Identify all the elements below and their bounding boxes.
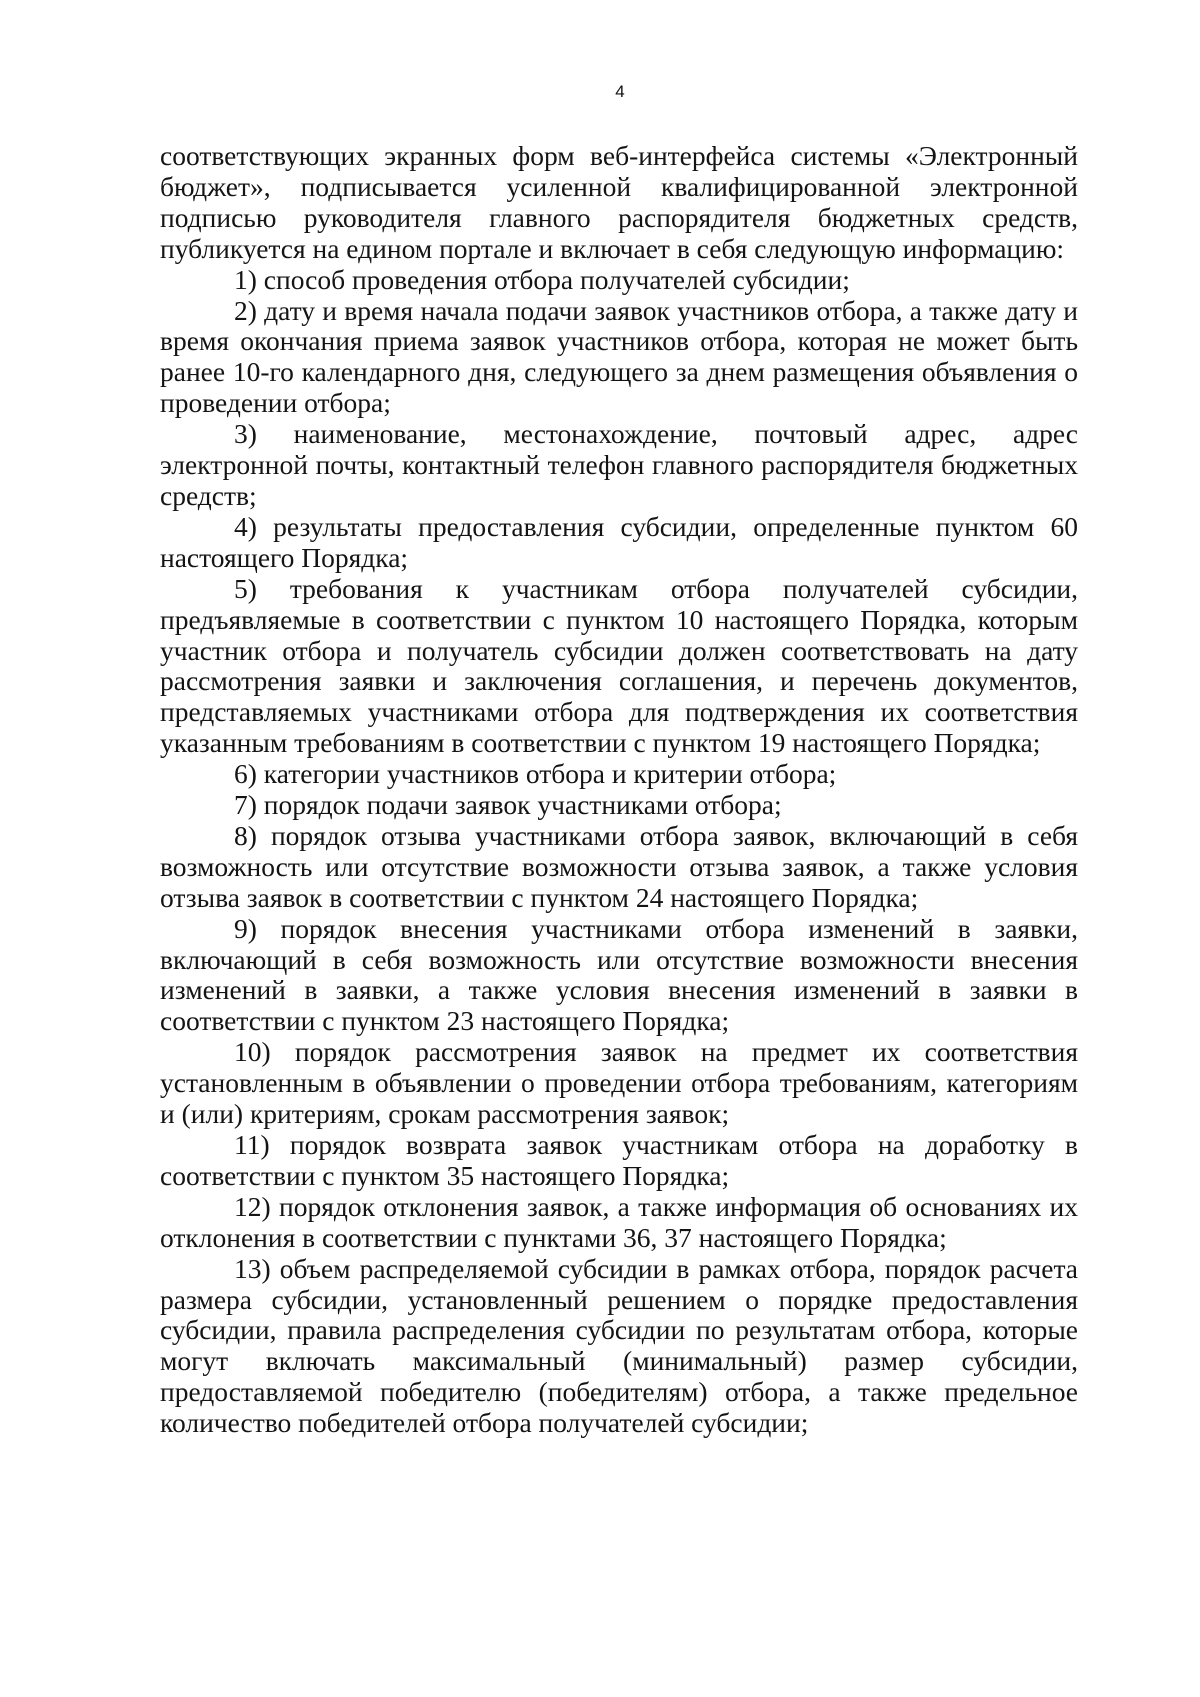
paragraph-item-11: 11) порядок возврата заявок участникам отбора на доработку в соответствии с пунктом 35 настоящего Порядка;	[160, 1129, 1078, 1191]
document-body	[160, 141, 1078, 1439]
paragraph-item-3: 3) наименование, местонахождение, почтовый адрес, адрес электронной почты, контактный телефон главного распорядителя бюджетных средств;	[160, 418, 1078, 511]
paragraph-item-4: 4) результаты предоставления субсидии, определенные пунктом 60 настоящего Порядка;	[160, 510, 1078, 573]
paragraph-item-13: 13) объем распределяемой субсидии в рамках отбора, порядок расчета размера субсидии, установленный решением о порядке предоставления субсидии, правила распределения субсидии по результатам отбора, которые могут включать максимальный (минимальный) размер субсидии, предоставляемой победителю (победителям) отбора, а также предельное количество победителей отбора получателей субсидии;	[160, 1252, 1078, 1439]
paragraph-item-6: 6) категории участников отбора и критерии отбора;	[234, 758, 837, 790]
page-number: 4	[615, 82, 625, 101]
paragraph-item-2: 2) дату и время начала подачи заявок участников отбора, а также дату и время окончания приема заявок участников отбора, которая не может быть ранее 10-го календарного дня, следующего за днем размещения объявления о проведении отбора;	[160, 294, 1078, 419]
paragraph-intro: соответствующих экранных форм веб-интерфейса системы «Электронный бюджет», подписывается усиленной квалифицированной электронной подписью руководителя главного распорядителя бюджетных средств, публикуется на едином портале и включает в себя следующую информацию:	[160, 140, 1078, 264]
paragraph-item-9: 9) порядок внесения участниками отбора изменений в заявки, включающий в себя возможность или отсутствие возможности внесения изменений в заявки, а также условия внесения изменений в заявки в соответствии с пунктом 23 настоящего Порядка;	[160, 912, 1078, 1037]
paragraph-item-5: 5) требования к участникам отбора получателей субсидии, предъявляемые в соответствии с пунктом 10 настоящего Порядка, которым участник отбора и получатель субсидии должен соответствовать на дату рассмотрения заявки и заключения соглашения, и перечень документов, представляемых участниками отбора для подтверждения их соответствия указанным требованиям в соответствии с пунктом 19 настоящего Порядка;	[160, 572, 1078, 759]
paragraph-item-1: 1) способ проведения отбора получателей субсидии;	[234, 263, 850, 295]
paragraph-item-12: 12) порядок отклонения заявок, а также информация об основаниях их отклонения в соответствии с пунктами 36, 37 настоящего Порядка;	[160, 1190, 1078, 1253]
paragraph-item-8: 8) порядок отзыва участниками отбора заявок, включающий в себя возможность или отсутствие возможности отзыва заявок, а также условия отзыва заявок в соответствии с пунктом 24 настоящего Порядка;	[160, 819, 1078, 913]
paragraph-item-7: 7) порядок подачи заявок участниками отбора;	[234, 789, 782, 821]
paragraph-item-10: 10) порядок рассмотрения заявок на предмет их соответствия установленным в объявлении о проведении отбора требованиям, категориям и (или) критериям, срокам рассмотрения заявок;	[160, 1036, 1078, 1130]
